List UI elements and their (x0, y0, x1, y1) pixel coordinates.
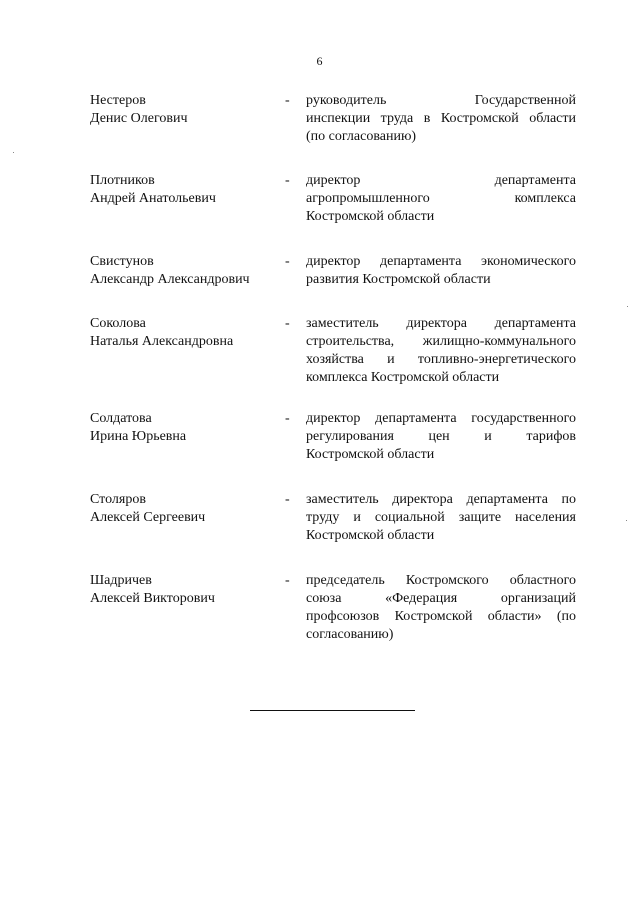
scan-speck (627, 306, 628, 307)
separator-dash: - (285, 173, 290, 188)
position-line: труду и социальной защите населения (306, 510, 576, 525)
member-given-names: Наталья Александровна (90, 334, 234, 349)
member-name (90, 253, 280, 289)
scan-speck (626, 520, 627, 521)
member-position (306, 491, 576, 545)
position-line: директор департамента (306, 173, 576, 188)
position-line: развития Костромской области (306, 272, 491, 287)
position-line: согласованию) (306, 627, 394, 642)
member-name (90, 92, 280, 128)
member-given-names: Александр Александрович (90, 272, 250, 287)
position-line: профсоюзов Костромской области» (по (306, 609, 576, 624)
member-surname: Солдатова (90, 411, 152, 426)
position-line: союза «Федерация организаций (306, 591, 576, 606)
member-given-names: Алексей Викторович (90, 591, 215, 606)
member-name (90, 315, 280, 351)
separator-dash: - (285, 573, 290, 588)
position-line: председатель Костромского областного (306, 573, 576, 588)
closing-rule (250, 710, 415, 711)
member-name (90, 491, 280, 527)
scan-speck (13, 152, 14, 153)
position-line: (по согласованию) (306, 129, 417, 144)
separator-dash: - (285, 254, 290, 269)
position-line: регулирования цен и тарифов (306, 429, 576, 444)
member-surname: Плотников (90, 173, 155, 188)
position-line: Костромской области (306, 447, 435, 462)
member-surname: Шадричев (90, 573, 152, 588)
separator-dash: - (285, 492, 290, 507)
position-line: строительства, жилищно-коммунального (306, 334, 576, 349)
position-line: агропромышленного комплекса (306, 191, 576, 206)
separator-dash: - (285, 411, 290, 426)
member-surname: Столяров (90, 492, 146, 507)
separator-dash: - (285, 316, 290, 331)
member-position (306, 572, 576, 644)
position-line: руководитель Государственной (306, 93, 576, 108)
member-name (90, 172, 280, 208)
position-line: заместитель директора департамента по (306, 492, 576, 507)
member-given-names: Денис Олегович (90, 111, 188, 126)
member-surname: Свистунов (90, 254, 154, 269)
position-line: заместитель директора департамента (306, 316, 576, 331)
member-position (306, 410, 576, 464)
member-given-names: Андрей Анатольевич (90, 191, 216, 206)
separator-dash: - (285, 93, 290, 108)
member-surname: Соколова (90, 316, 146, 331)
position-line: Костромской области (306, 209, 435, 224)
member-position (306, 253, 576, 289)
member-position (306, 172, 576, 226)
member-name (90, 572, 280, 608)
member-surname: Нестеров (90, 93, 146, 108)
position-line: комплекса Костромской области (306, 370, 500, 385)
position-line: хозяйства и топливно-энергетического (306, 352, 576, 367)
member-position (306, 92, 576, 146)
member-given-names: Алексей Сергеевич (90, 510, 206, 525)
position-line: директор департамента экономического (306, 254, 576, 269)
member-name (90, 410, 280, 446)
page-number: 6 (316, 54, 323, 68)
position-line: инспекции труда в Костромской области (306, 111, 576, 126)
member-given-names: Ирина Юрьевна (90, 429, 187, 444)
position-line: Костромской области (306, 528, 435, 543)
member-position (306, 315, 576, 387)
position-line: директор департамента государственного (306, 411, 576, 426)
